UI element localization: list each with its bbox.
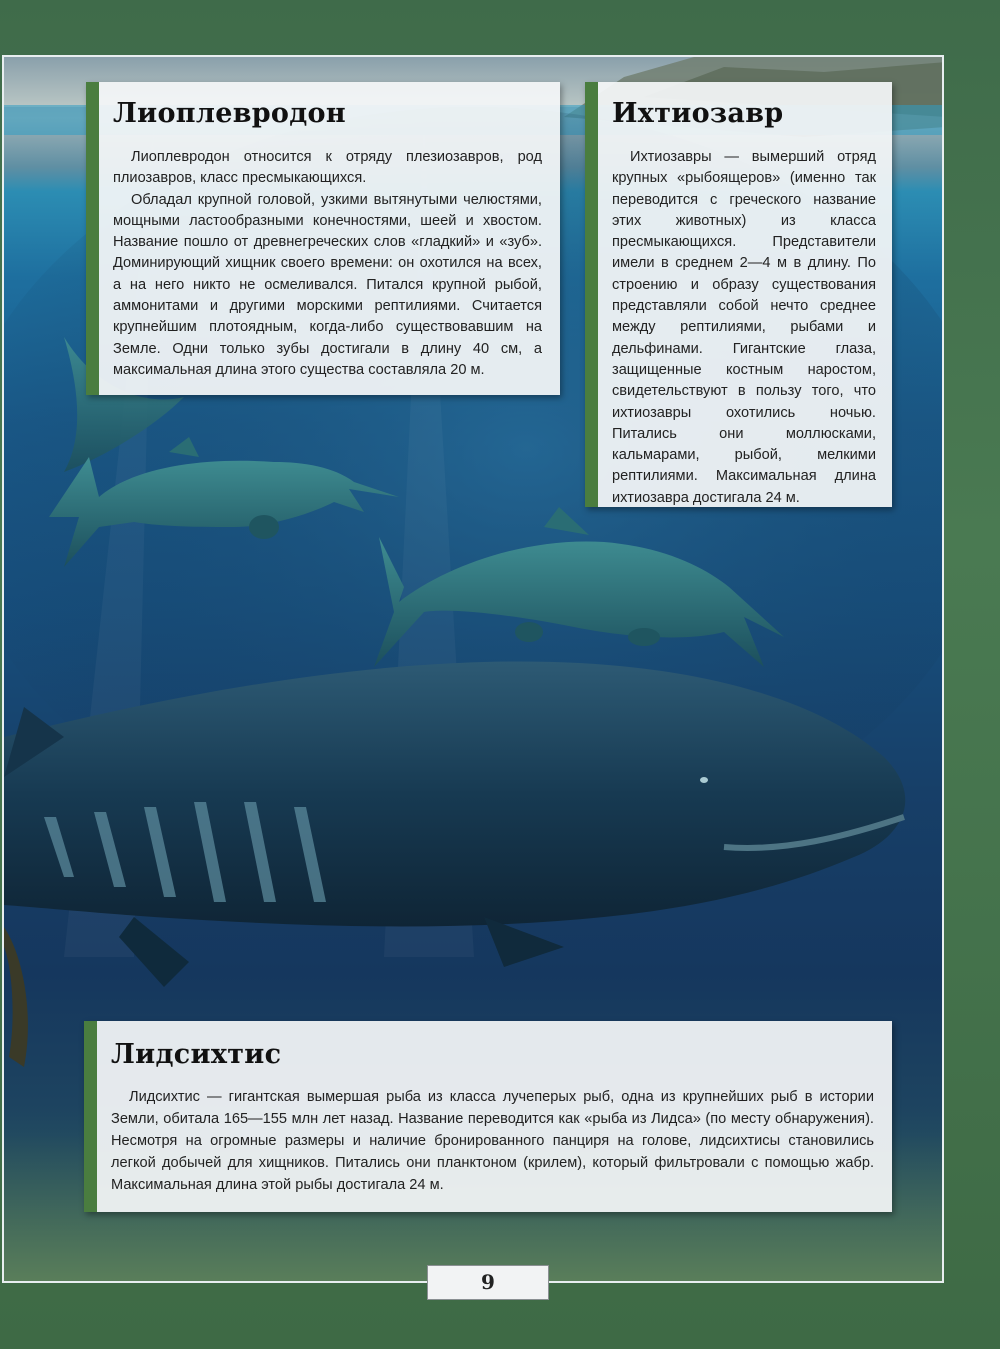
section-title: Лиоплевродон bbox=[113, 98, 346, 129]
section-title: Лидсихтис bbox=[111, 1039, 282, 1070]
section-paragraph: Ихтиозавры — вымерший отряд крупных «рыбоящеров» (именно так переводится с греческого название этих животных) из класса пресмыкающихся. Представители имели в среднем 2—4 м в длину. По строению и образу существования представляли собой нечто среднее между рептилиями, рыбами и дельфинами. Гигантские глаза, защищенные костным наростом, свидетельствуют в пользу того, что ихтиозавры охотились ночью. Питались они моллюсками, кальмарами, рыбой, мелкими рептилиями. Максимальная длина ихтиозавра достигала 24 м. bbox=[612, 149, 876, 506]
section-paragraph: Лиоплевродон относится к отряду плезиозавров, род плиозавров, класс пресмыкающихся. bbox=[113, 149, 542, 187]
section-paragraph: Лидсихтис — гигантская вымершая рыба из класса лучеперых рыб, одна из крупнейших рыб в истории Земли, обитала 165—155 млн лет назад. Название переводится как «рыба из Лидса» (по месту обнаружения). Несмотря на огромные размеры и наличие бронированного панциря на голове, лидсихтисы становились легкой добычей для хищников. Питались они планктоном (крилем), который фильтровали с помощью жабр. Максимальная длина этой рыбы достигала 24 м. bbox=[111, 1089, 874, 1193]
section-ichthyosaur bbox=[585, 82, 892, 507]
section-title: Ихтиозавр bbox=[612, 98, 784, 129]
tentacle-shape bbox=[4, 927, 28, 1067]
section-paragraph: Обладал крупной головой, узкими вытянутыми челюстями, мощными ластообразными конечностями, шеей и хвостом. Название пошло от древнегреческих слов «гладкий» и «зуб». Доминирующий хищник своего времени: он охотился на всех, а на него никто не осмеливался. Питался крупной рыбой, аммонитами и другими морскими рептилиями. Считается крупнейшим плотоядным, когда-либо существовавшим на Земле. Одни только зубы достигали в длину 40 см, а максимальная длина этого существа составляла 20 м. bbox=[113, 191, 542, 378]
page-number: 9 bbox=[427, 1265, 549, 1300]
section-leedsichthys bbox=[84, 1021, 892, 1212]
section-liopleurodon bbox=[86, 82, 560, 395]
